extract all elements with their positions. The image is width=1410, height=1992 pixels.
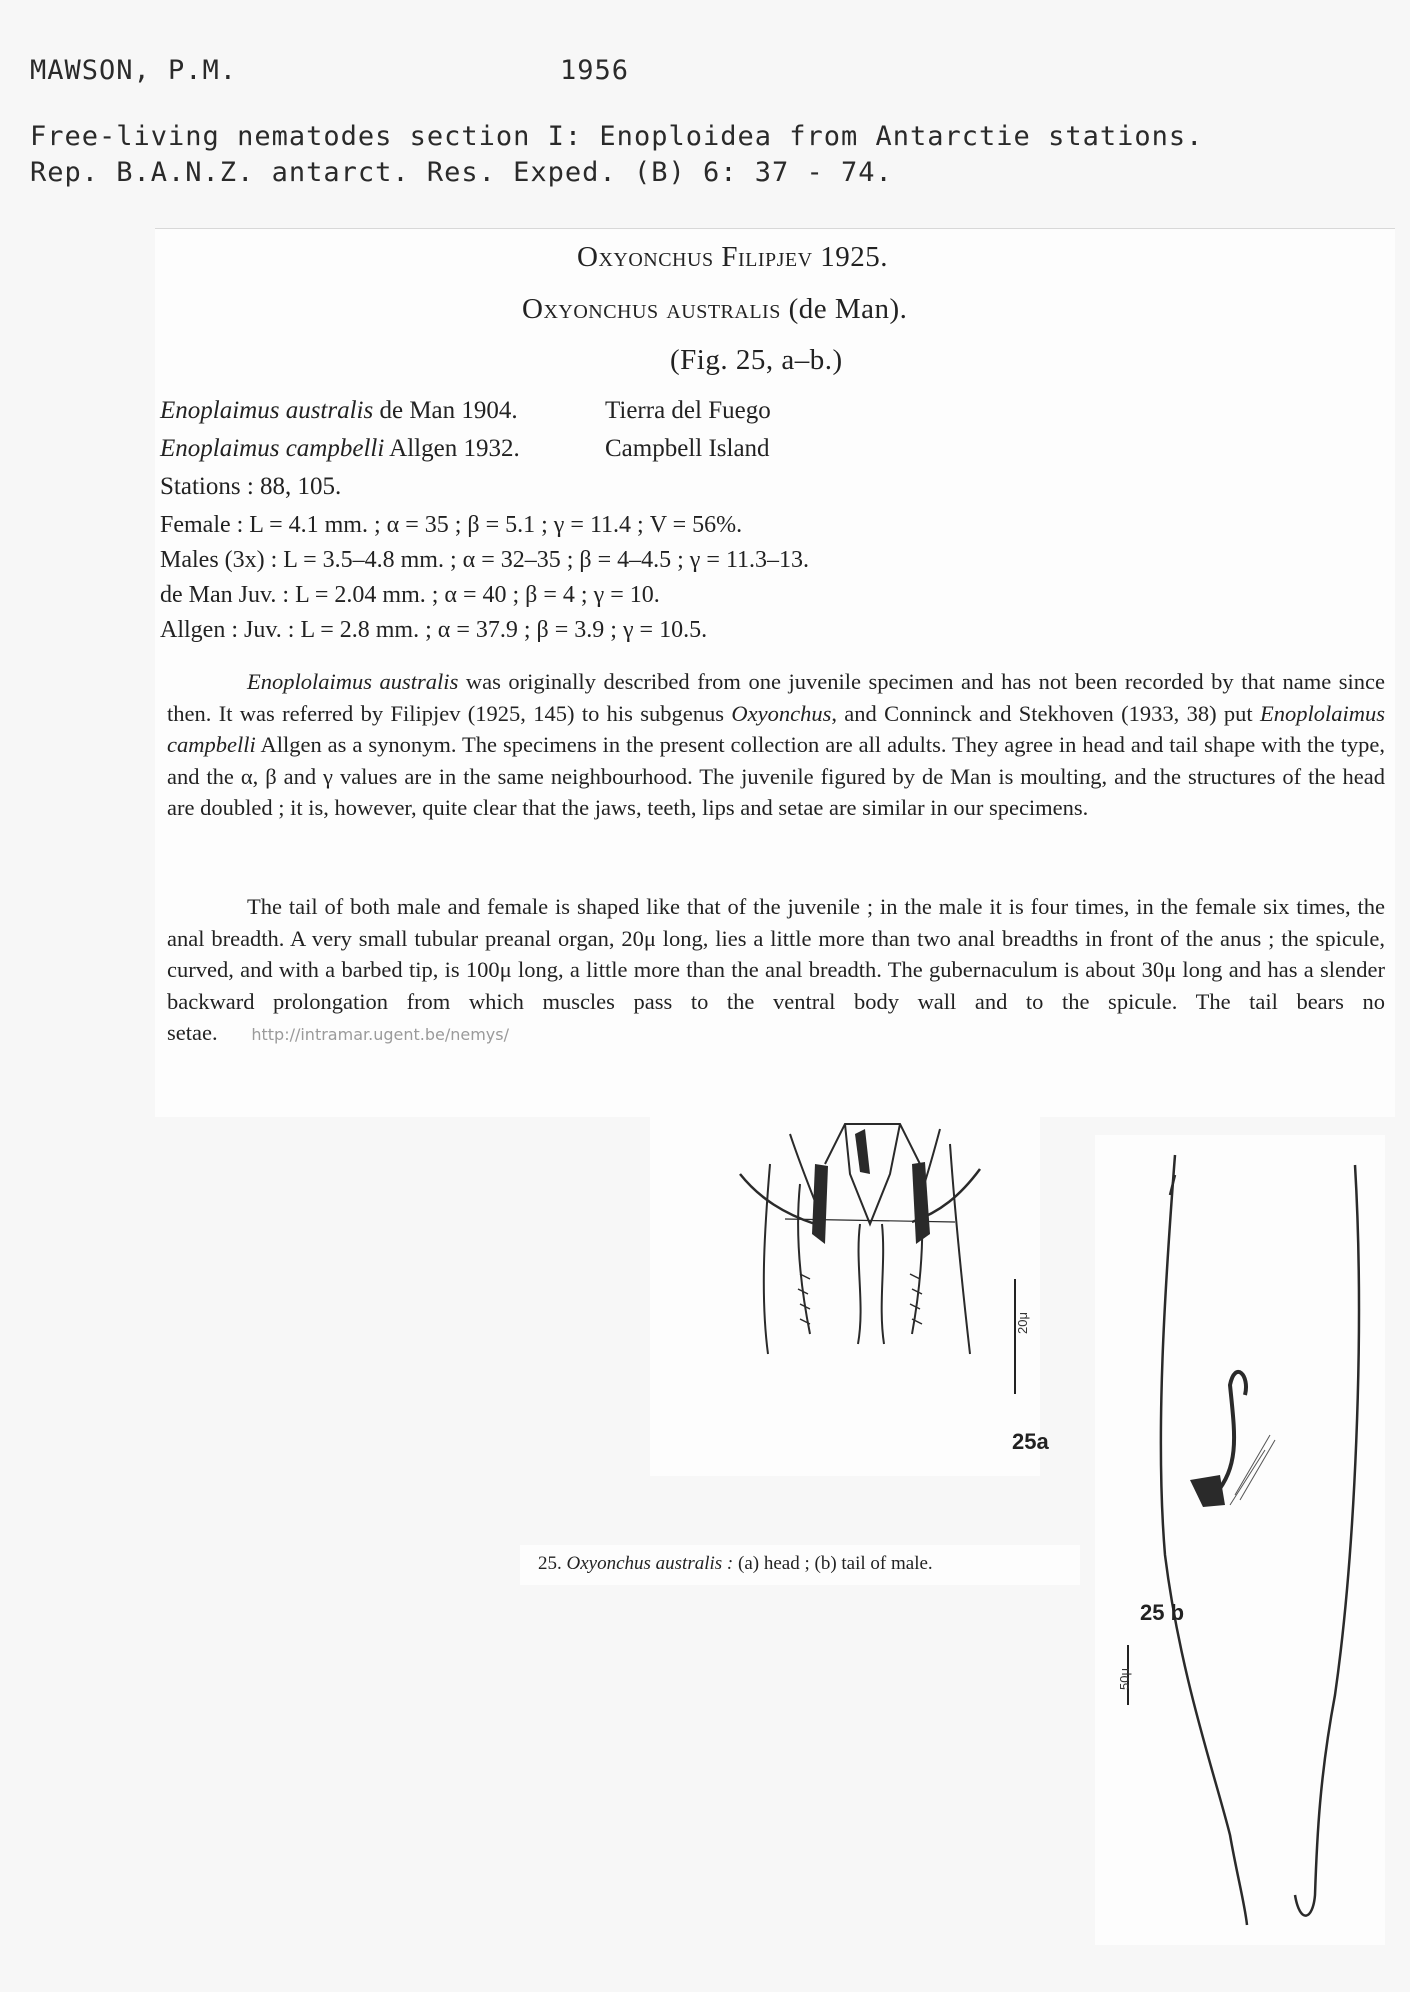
publication-year: 1956 <box>560 55 630 86</box>
text-clipping <box>155 228 1395 1117</box>
measurement-line: Female : L = 4.1 mm. ; α = 35 ; β = 5.1 ; γ = 11.4 ; V = 56%. <box>160 512 743 538</box>
tail-drawing <box>1095 1135 1385 1945</box>
measurement-line: Males (3x) : L = 3.5–4.8 mm. ; α = 32–35 ; β = 4–4.5 ; γ = 11.3–13. <box>160 547 810 573</box>
synonym-author: Allgen 1932. <box>389 435 520 462</box>
scale-label-b: 50μ <box>1117 1668 1132 1690</box>
scale-label-a: 20μ <box>1015 1312 1030 1334</box>
figure-caption <box>520 1545 1080 1585</box>
head-drawing <box>650 1104 1040 1476</box>
synonym-locality: Tierra del Fuego <box>605 397 771 424</box>
synonym-name: Enoplaimus australis <box>160 397 374 424</box>
paragraph-text: was originally described from one juvenile specimen and has not been recorded by that name since then. It was referred by Filipjev (1925, 145) to his subgenus <box>167 669 1385 726</box>
paragraph-text: Allgen as a synonym. The specimens in the present collection are all adults. They agree in head and tail shape with the type, and the α, β and γ values are in the same neighbourhood. The juvenile figured by de Man is moulting, and the structures of the head are doubled ; it is, however, quite clear that the jaws, teeth, lips and setae are similar in our specimens. <box>167 732 1385 820</box>
italic-term: Enoplolaimus australis <box>247 669 459 694</box>
species-heading <box>522 293 907 326</box>
caption-number: 25. <box>538 1553 562 1574</box>
italic-term: Oxyonchus <box>731 700 832 726</box>
stations-line: Stations : 88, 105. <box>160 473 342 500</box>
synonym-row <box>160 397 518 425</box>
watermark-url: http://intramar.ugent.be/nemys/ <box>251 1025 509 1044</box>
italic-term: Enoplolaimus campbelli <box>167 700 1385 757</box>
species-name: Oxyonchus australis <box>522 293 781 325</box>
caption-line <box>538 1553 933 1575</box>
figure-reference: (Fig. 25, a–b.) <box>670 344 843 376</box>
synonym-row <box>160 435 520 463</box>
synonym-author: de Man 1904. <box>379 397 518 424</box>
caption-species: Oxyonchus australis : <box>566 1553 734 1574</box>
publication-reference: Rep. B.A.N.Z. antarct. Res. Exped. (B) 6: 37 - 74. <box>30 157 893 188</box>
figure-label-a: 25a <box>1012 1429 1049 1454</box>
synonym-locality: Campbell Island <box>605 435 770 462</box>
species-author: (de Man). <box>788 293 908 325</box>
author-name: MAWSON, P.M. <box>30 55 238 86</box>
measurement-line: de Man Juv. : L = 2.04 mm. ; α = 40 ; β = 4 ; γ = 10. <box>160 582 660 608</box>
genus-heading: Oxyonchus Filipjev 1925. <box>577 241 889 273</box>
measurement-line: Allgen : Juv. : L = 2.8 mm. ; α = 37.9 ; β = 3.9 ; γ = 10.5. <box>160 617 708 643</box>
figure-label-b: 25 b <box>1140 1600 1185 1625</box>
body-paragraph-2 <box>167 891 1385 1051</box>
paragraph-text: The tail of both male and female is shaped like that of the juvenile ; in the male it is four times, in the female six times, the anal breadth. A very small tubular preanal organ, 20μ long, lies a little more than two anal breadths in front of the anus ; the spicule, curved, and with a barbed tip, is 100μ long, a little more than the anal breadth. The gubernaculum is about 30μ long and has a slender backward prolongation from which muscles pass to the ventral body wall and to the spicule. The tail bears no setae. <box>167 894 1385 1045</box>
body-paragraph-1 <box>167 666 1385 824</box>
figure-25a-clipping <box>650 1104 1049 1476</box>
publication-title: Free-living nematodes section I: Enoploidea from Antarctie stations. <box>30 121 1204 152</box>
caption-text: (a) head ; (b) tail of male. <box>738 1553 933 1574</box>
figure-25b-clipping <box>1095 1135 1385 1945</box>
synonym-name: Enoplaimus campbelli <box>160 435 385 462</box>
paragraph-text: , and Conninck and Stekhoven (1933, 38) put <box>831 700 1260 726</box>
